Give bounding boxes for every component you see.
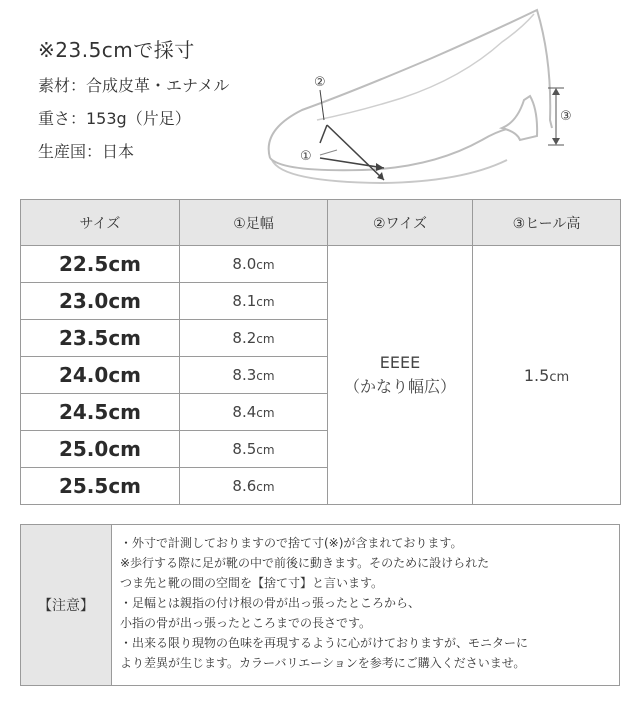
label-three: ③ <box>560 109 572 124</box>
table-row <box>21 246 621 283</box>
notes-box <box>20 524 620 686</box>
size-value: 24.0cm <box>21 357 180 394</box>
origin-text: 生産国：日本 <box>38 142 135 161</box>
wise-value: EEEE （かなり幅広） <box>328 246 473 505</box>
size-value: 25.5cm <box>21 468 180 505</box>
foot-width-value: 8.1cm <box>180 283 328 320</box>
note-line: より差異が生じます。カラーバリエーションを参考にご購入くださいませ。 <box>120 656 526 670</box>
table-header-row <box>21 200 621 246</box>
label-two: ② <box>314 75 326 90</box>
label-one: ① <box>300 149 312 164</box>
size-value: 25.0cm <box>21 431 180 468</box>
measure-note: ※23.5cmで採寸 <box>38 38 195 62</box>
note-line: ・足幅とは親指の付け根の骨が出っ張ったところから、 <box>120 596 421 610</box>
note-line: ・出来る限り現物の色味を再現するように心がけておりますが、モニターに <box>120 636 529 650</box>
foot-width-value: 8.0cm <box>180 246 328 283</box>
header-wise: ②ワイズ <box>328 200 473 246</box>
spec-block <box>38 34 229 172</box>
size-value: 23.0cm <box>21 283 180 320</box>
heel-height-value: 1.5cm <box>473 246 621 505</box>
note-line: ・外寸で計測しておりますので捨て寸(※)が含まれております。 <box>120 536 463 550</box>
note-line: 小指の骨が出っ張ったところまでの長さです。 <box>120 616 372 630</box>
foot-width-value: 8.2cm <box>180 320 328 357</box>
note-line: ※歩行する際に足が靴の中で前後に動きます。そのために設けられた <box>120 556 490 570</box>
notes-body <box>112 525 620 686</box>
size-value: 24.5cm <box>21 394 180 431</box>
size-table <box>20 199 621 505</box>
notes-label: 【注意】 <box>21 525 112 686</box>
shoe-diagram <box>262 0 592 190</box>
foot-width-value: 8.6cm <box>180 468 328 505</box>
header-heel-height: ③ヒール高 <box>473 200 621 246</box>
size-value: 23.5cm <box>21 320 180 357</box>
size-value: 22.5cm <box>21 246 180 283</box>
note-line: つま先と靴の間の空間を【捨て寸】と言います。 <box>120 576 384 590</box>
header-foot-width: ①足幅 <box>180 200 328 246</box>
foot-width-value: 8.3cm <box>180 357 328 394</box>
foot-width-value: 8.4cm <box>180 394 328 431</box>
foot-width-value: 8.5cm <box>180 431 328 468</box>
material-text: 素材：合成皮革・エナメル <box>38 76 230 95</box>
header-size: サイズ <box>21 200 180 246</box>
weight-text: 重さ：153g（片足） <box>38 109 191 128</box>
